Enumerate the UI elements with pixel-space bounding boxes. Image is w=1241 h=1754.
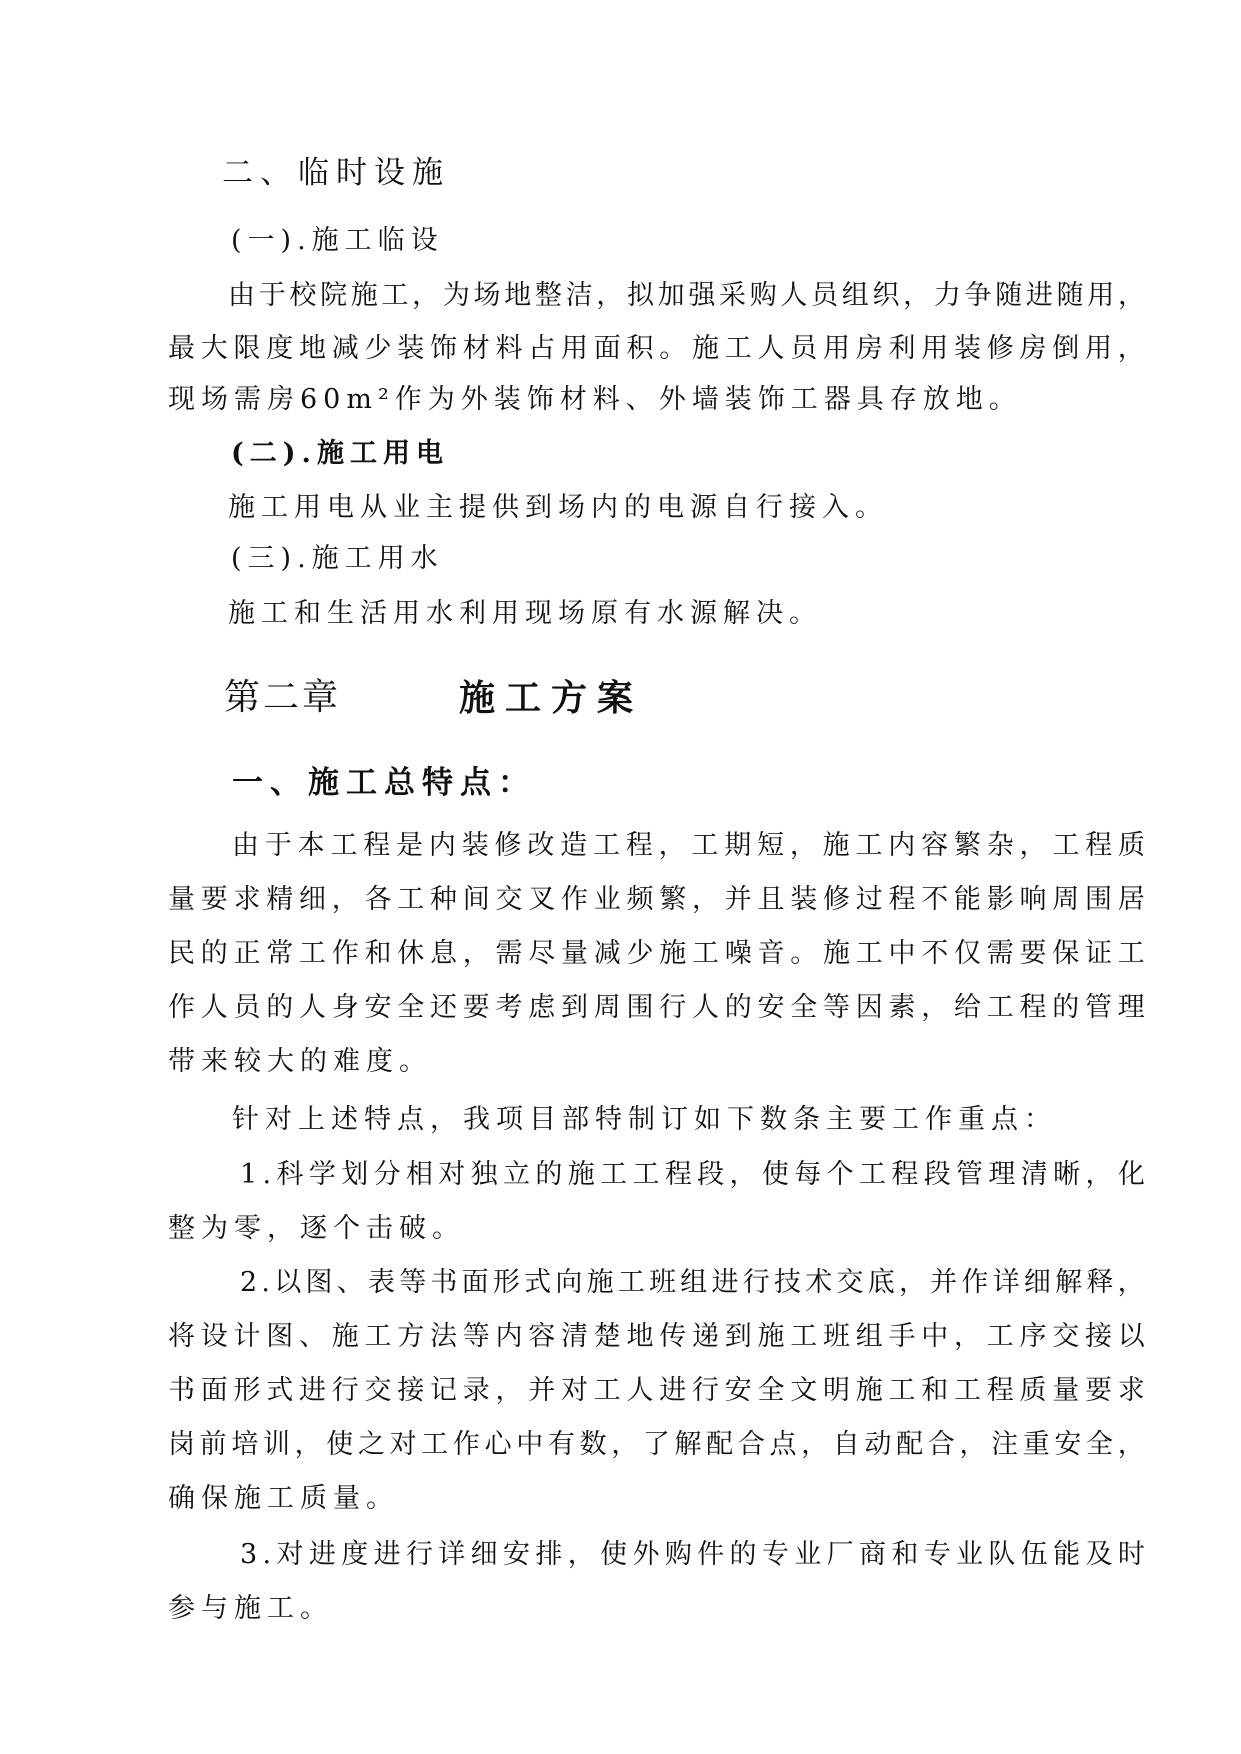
list-item-line: 书 面 形 式 进 行 交 接 记 录 ， 并 对 工 人 进 行 安 全 文 明 施 工 和 工 程 质 量 要 求	[168, 1375, 1145, 1406]
paragraph-line: 量 要 求 精 细 ， 各 工 种 间 交 叉 作 业 频 繁 ， 并 且 装 修 过 程 不 能 影 响 周 围 居	[168, 884, 1145, 915]
paragraph-line: 带来较大的难度。	[168, 1046, 432, 1077]
paragraph-line: 民 的 正 常 工 作 和 休 息 ， 需 尽 量 减 少 施 工 噪 音 。 施 工 中 不 仅 需 要 保 证 工	[168, 938, 1145, 969]
intro-line: 针对上述特点，我项目部特制订如下数条主要工作重点：	[232, 1104, 1057, 1135]
chapter-title: 施工方案	[459, 677, 644, 719]
paragraph-line: 施工和生活用水利用现场原有水源解决。	[228, 598, 822, 629]
subsection-title-water: (三).施工用水	[231, 543, 444, 574]
list-item-line: 参与施工。	[168, 1593, 333, 1624]
list-item-line: 岗 前 培 训 ， 使 之 对 工 作 心 中 有 数 ， 了 解 配 合 点 ， 自 动 配 合 ， 注 重 安 全 ，	[168, 1429, 1145, 1460]
list-item-line: 整为零，逐个击破。	[168, 1213, 465, 1244]
temp-facilities-heading: 二、临时设施	[222, 155, 450, 191]
chapter-number: 第二章	[224, 677, 342, 718]
paragraph-line: 施工用电从业主提供到场内的电源自行接入。	[228, 492, 888, 523]
subsection-title-electricity: (二).施工用电	[231, 438, 449, 469]
paragraph-line: 最 大 限 度 地 减 少 装 饰 材 料 占 用 面 积 。 施 工 人 员 用 房 利 用 装 修 房 倒 用 ，	[168, 333, 1145, 364]
subsection-title-temp-buildings: (一).施工临设	[231, 225, 444, 256]
list-item-line: 将 设 计 图 、 施 工 方 法 等 内 容 清 楚 地 传 递 到 施 工 班 组 手 中 ， 工 序 交 接 以	[168, 1321, 1145, 1352]
paragraph-line: 由 于 本 工 程 是 内 装 修 改 造 工 程 ， 工 期 短 ， 施 工 内 容 繁 杂 ， 工 程 质	[232, 830, 1145, 861]
list-item-line: 3 . 对 进 度 进 行 详 细 安 排 ， 使 外 购 件 的 专 业 厂 商 和 专 业 队 伍 能 及 时	[240, 1539, 1145, 1570]
list-item-line: 2 . 以 图 、 表 等 书 面 形 式 向 施 工 班 组 进 行 技 术 交 底 ， 并 作 详 细 解 释 ，	[240, 1267, 1145, 1298]
list-item-line: 1 . 科 学 划 分 相 对 独 立 的 施 工 工 程 段 ， 使 每 个 工 程 段 管 理 清 晰 ， 化	[240, 1159, 1145, 1190]
features-heading: 一、施工总特点：	[232, 765, 536, 801]
paragraph-line: 作 人 员 的 人 身 安 全 还 要 考 虑 到 周 围 行 人 的 安 全 等 因 素 ， 给 工 程 的 管 理	[168, 992, 1145, 1023]
list-item-line: 确保施工质量。	[168, 1483, 399, 1514]
paragraph-line: 由 于 校 院 施 工 ， 为 场 地 整 洁 ， 拟 加 强 采 购 人 员 组 织 ， 力 争 随 进 随 用 ，	[228, 280, 1145, 311]
paragraph-line: 现场需房60m²作为外装饰材料、外墙装饰工器具存放地。	[168, 384, 1022, 415]
